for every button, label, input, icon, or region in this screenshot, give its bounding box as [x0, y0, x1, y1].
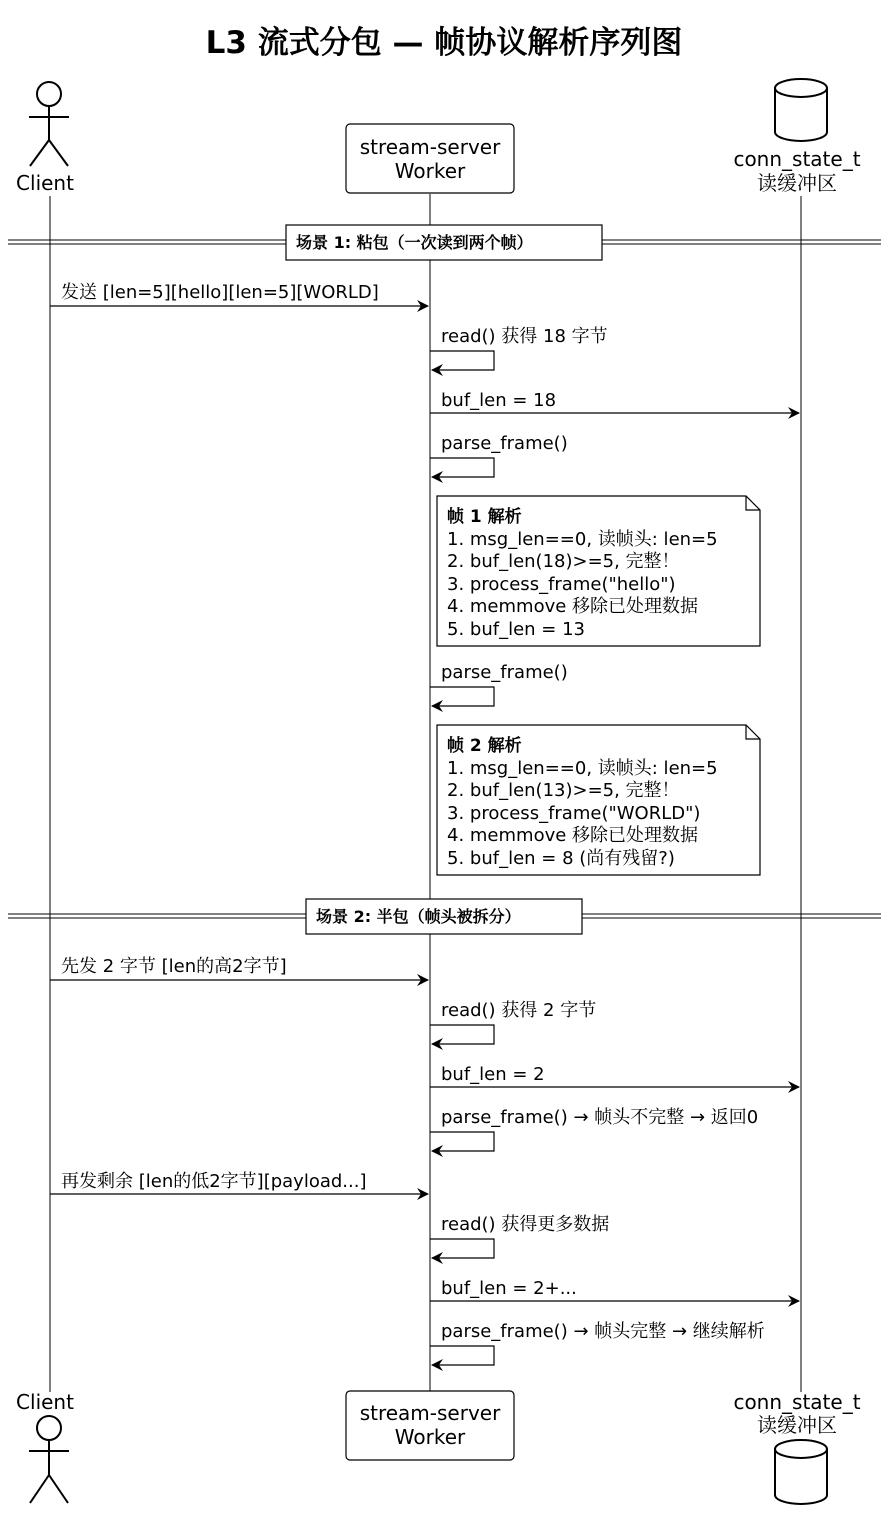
self-arrow-13	[430, 1346, 494, 1365]
conn-label-bottom-line2: 读缓冲区	[757, 1413, 837, 1437]
message-label-4: parse_frame()	[441, 433, 568, 454]
section-divider-1	[8, 225, 881, 260]
self-arrow-4	[430, 458, 494, 477]
conn-label-line1: conn_state_t	[733, 147, 861, 171]
section-divider-2	[8, 899, 881, 934]
client-label: Client	[16, 171, 74, 195]
message-label-1: 发送 [len=5][hello][len=5][WORLD]	[61, 282, 379, 303]
note-2-line-5: 5. buf_len = 8 (尚有残留?)	[447, 848, 675, 869]
note-1-line-3: 3. process_frame("hello")	[447, 574, 676, 595]
note-frame-2	[437, 725, 760, 875]
note-2-line-1: 1. msg_len==0, 读帧头: len=5	[447, 758, 718, 779]
message-label-3: buf_len = 18	[441, 390, 557, 411]
worker-label-line2: Worker	[394, 159, 466, 183]
message-label-5: parse_frame()	[441, 662, 568, 683]
section-1-label: 场景 1: 粘包（一次读到两个帧）	[296, 233, 533, 252]
self-arrow-7	[430, 1025, 494, 1044]
conn-database-bottom	[733, 1390, 860, 1504]
note-2-title: 帧 2 解析	[447, 736, 522, 756]
client-label-bottom: Client	[16, 1390, 74, 1414]
worker-label-bottom-line2: Worker	[394, 1425, 466, 1449]
message-label-6: 先发 2 字节 [len的高2字节]	[61, 956, 287, 977]
note-1-line-4: 4. memmove 移除已处理数据	[447, 596, 699, 617]
note-1-title: 帧 1 解析	[447, 507, 522, 527]
self-arrow-5	[430, 687, 494, 706]
note-1-line-1: 1. msg_len==0, 读帧头: len=5	[447, 529, 718, 550]
message-label-8: buf_len = 2	[441, 1064, 545, 1085]
note-2-line-3: 3. process_frame("WORLD")	[447, 803, 701, 824]
section-2-label: 场景 2: 半包（帧头被拆分）	[316, 907, 521, 926]
client-actor-top	[16, 82, 74, 195]
note-1-line-5: 5. buf_len = 13	[447, 619, 585, 640]
note-2-line-2: 2. buf_len(13)>=5, 完整！	[447, 780, 680, 801]
message-label-2: read() 获得 18 字节	[441, 326, 608, 347]
conn-label-bottom-line1: conn_state_t	[733, 1390, 861, 1414]
note-2-line-4: 4. memmove 移除已处理数据	[447, 825, 699, 846]
diagram-title: L3 流式分包 — 帧协议解析序列图	[205, 25, 683, 61]
client-actor-bottom	[16, 1390, 74, 1503]
message-label-13: parse_frame() → 帧头完整 → 继续解析	[441, 1321, 765, 1342]
worker-label-line1: stream-server	[359, 135, 501, 159]
conn-database-top	[733, 79, 860, 195]
message-label-10: 再发剩余 [len的低2字节][payload...]	[61, 1171, 367, 1192]
message-label-11: read() 获得更多数据	[441, 1214, 610, 1235]
self-arrow-9	[430, 1132, 494, 1151]
self-arrow-1	[430, 351, 494, 370]
message-label-7: read() 获得 2 字节	[441, 1000, 597, 1021]
self-arrow-11	[430, 1239, 494, 1258]
message-label-9: parse_frame() → 帧头不完整 → 返回0	[441, 1107, 759, 1128]
note-1-line-2: 2. buf_len(18)>=5, 完整！	[447, 551, 680, 572]
worker-label-bottom-line1: stream-server	[359, 1401, 501, 1425]
conn-label-line2: 读缓冲区	[757, 171, 837, 195]
worker-box-bottom	[346, 1391, 514, 1460]
note-frame-1	[437, 496, 760, 646]
worker-box-top	[346, 124, 514, 193]
message-label-12: buf_len = 2+...	[441, 1278, 577, 1299]
